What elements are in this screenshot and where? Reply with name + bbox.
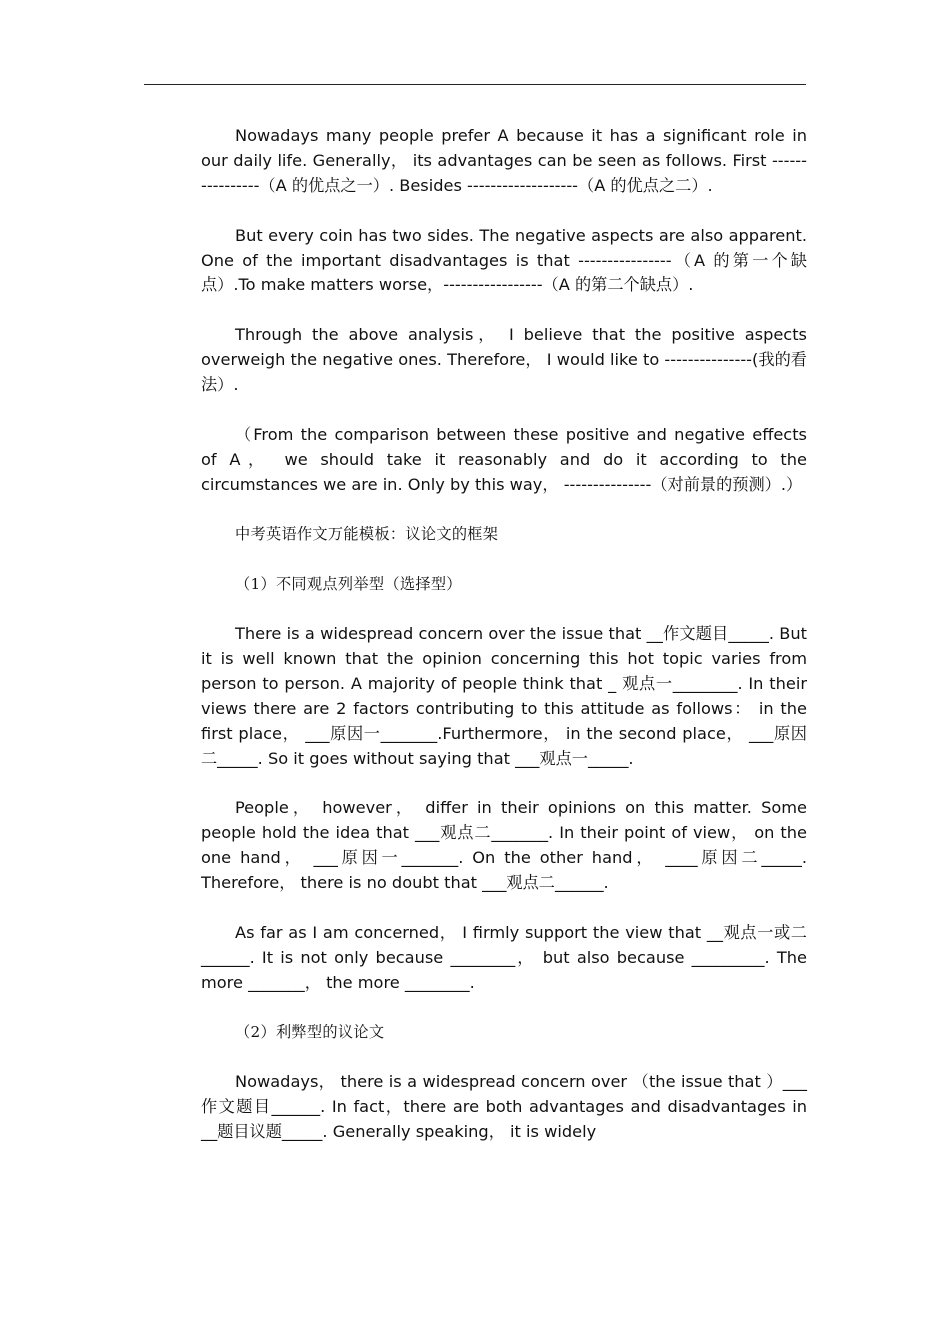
paragraph-opinion-one: There is a widespread concern over the issue that __作文题目_____. But it is well known that the opinion concerning this hot topic varies from person to person. A majority of people think that _ 观点一________. In their views there are 2 factors contributing to this attitude as follows： in the first place， ___原因一_______.Furthermore， in the second place， ___原因二_____. So it goes without saying that ___观点一_____.	[201, 624, 807, 768]
subsection-title-2: （2）利弊型的议论文	[235, 1023, 385, 1042]
header-rule	[144, 84, 806, 85]
section-title: 中考英语作文万能模板：议论文的框架	[235, 525, 499, 544]
subsection-title-1: （1）不同观点列举型（选择型）	[235, 575, 462, 594]
paragraph-analysis: Through the above analysis， I believe that the positive aspects overweigh the negative ones. Therefore， I would like to ---------------(我的看法）.	[201, 325, 807, 395]
paragraph-opinion-two: People， however， differ in their opinions on this matter. Some people hold the idea that ___观点二_______. In their point of view， on the one hand， ___原因一_______. On the other hand， ____原因二_____. Therefore， there is no doubt that ___观点二______.	[201, 798, 807, 893]
paragraph-disadvantages: But every coin has two sides. The negative aspects are also apparent. One of the important disadvantages is that ----------------（A 的第一个缺点）.To make matters worse，-----------------（A 的第二个缺点）.	[201, 225, 807, 295]
paragraph-own-view: As far as I am concerned， I firmly support the view that __观点一或二______. It is not only because ________， but also because _________. The more _______， the more ________.	[201, 922, 807, 992]
paragraph-conclusion: （From the comparison between these positive and negative effects of A， we should take it reasonably and do it according to the circumstances we are in. Only by this way， ---------------（对前景的预测）.）	[201, 424, 807, 494]
paragraph-pros-cons: Nowadays， there is a widespread concern over （the issue that ）___作文题目______. In fact，there are both advantages and disadvantages in __题目议题_____. Generally speaking， it is widely	[201, 1072, 807, 1142]
document-body	[201, 124, 807, 1145]
paragraph-intro: Nowadays many people prefer A because it has a significant role in our daily life. Generally， its advantages can be seen as follows. First ----------------（A 的优点之一）. Besides -------------------（A 的优点之二）.	[201, 126, 807, 195]
